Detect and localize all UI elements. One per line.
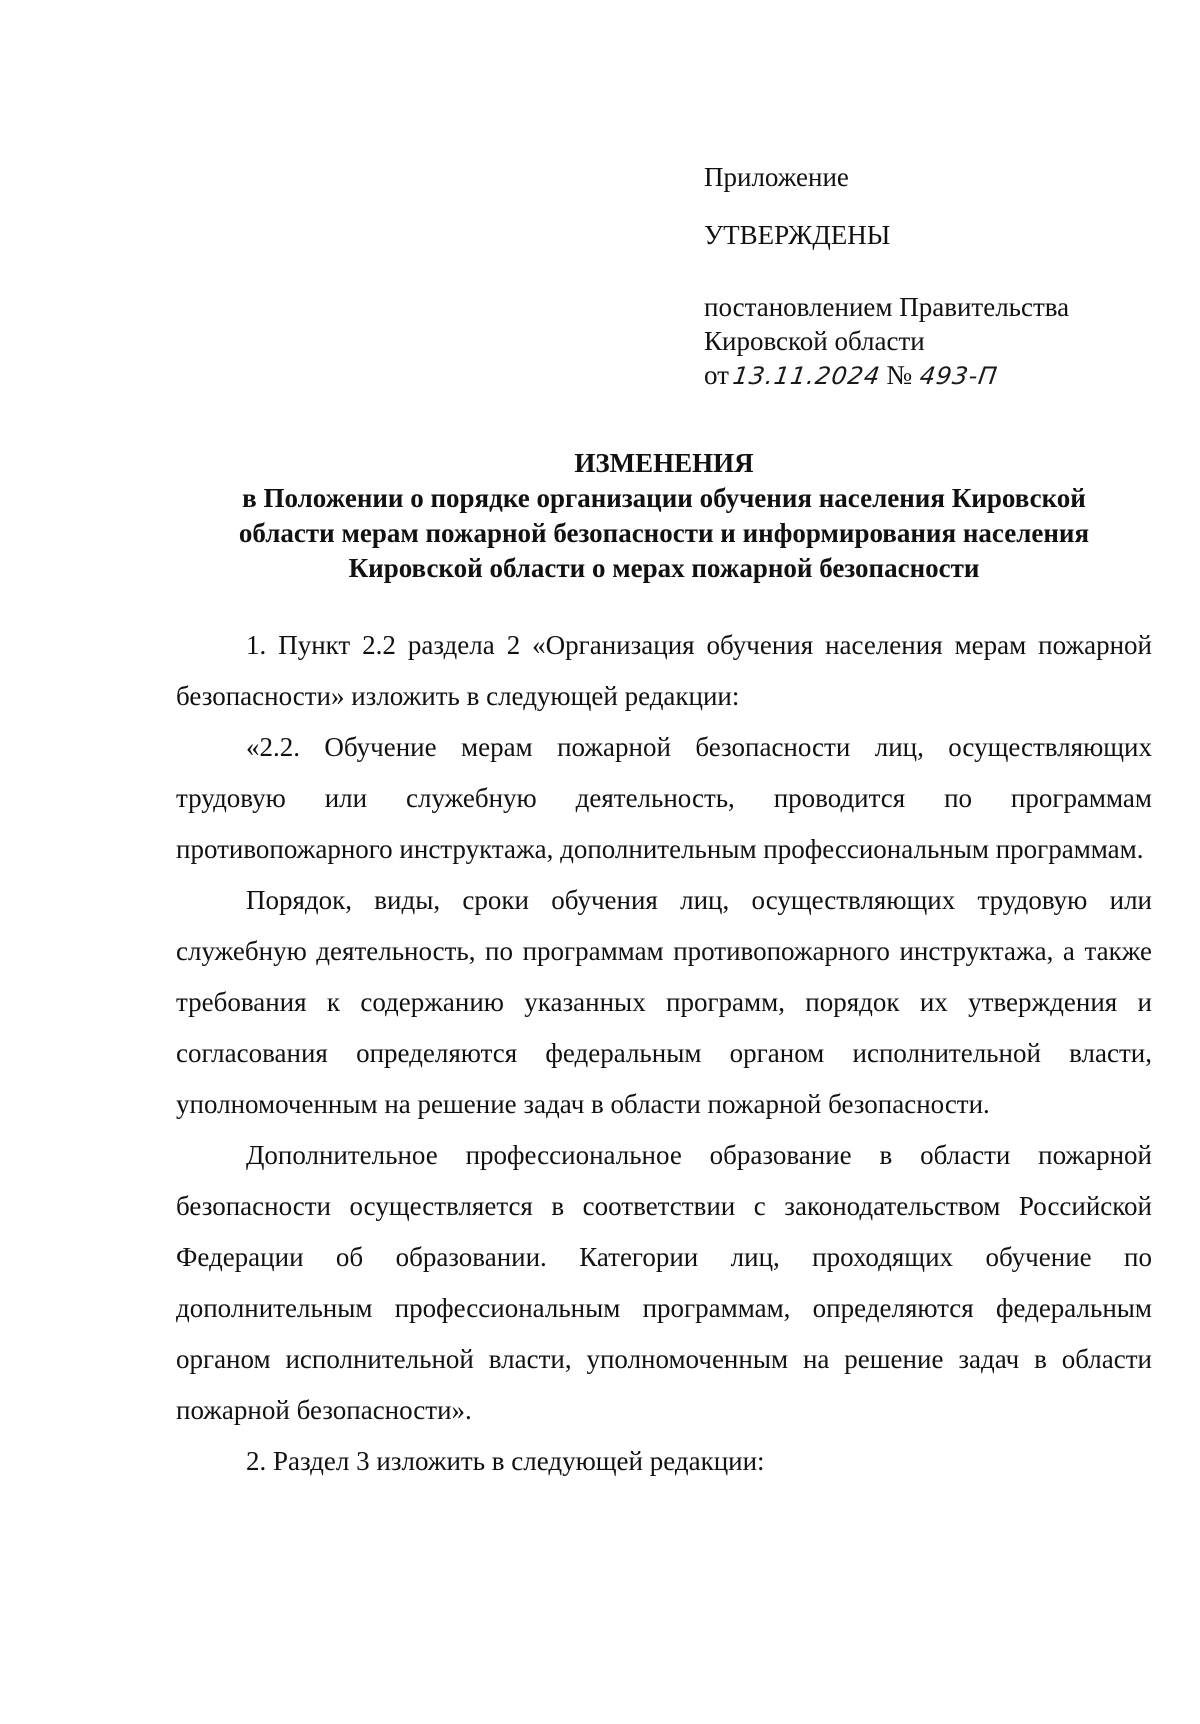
title-line-2: области мерам пожарной безопасности и информирования населения xyxy=(238,518,1090,548)
title-heading: ИЗМЕНЕНИЯ xyxy=(574,448,754,478)
document-title xyxy=(176,446,1152,586)
decree-date-number xyxy=(704,358,1134,393)
appendix-label: Приложение xyxy=(704,162,849,192)
approved-label: УТВЕРЖДЕНЫ xyxy=(704,220,891,250)
paragraph-5: 2. Раздел 3 изложить в следующей редакции: xyxy=(246,1446,765,1476)
handwritten-number: 493-П xyxy=(918,362,1000,390)
document-body xyxy=(176,620,1152,1487)
paragraph-4: Дополнительное профессиональное образование в области пожарной безопасности осуществляется в соответствии с законодательством Российской Федерации об образовании. Категории лиц, проходящих обучение по дополнительным профессиональным программам, определяются федеральным органом исполнительной власти, уполномоченным на решение задач в области пожарной безопасности». xyxy=(176,1140,1152,1425)
approval-block xyxy=(704,160,1134,393)
title-line-1: в Положении о порядке организации обучения населения Кировской xyxy=(242,483,1086,513)
paragraph-3: Порядок, виды, сроки обучения лиц, осуществляющих трудовую или служебную деятельность, по программам противопожарного инструктажа, а также требования к содержанию указанных программ, порядок их утверждения и согласования определяются федеральным органом исполнительной власти, уполномоченным на решение задач в области пожарной безопасности. xyxy=(176,885,1152,1119)
number-sign: № xyxy=(886,360,913,390)
paragraph-2: «2.2. Обучение мерам пожарной безопасности лиц, осуществляющих трудовую или служебную деятельность, проводится по программам противопожарного инструктажа, дополнительным профессиональным программам. xyxy=(176,732,1152,864)
title-line-3: Кировской области о мерах пожарной безопасности xyxy=(348,553,980,583)
decree-line-1: постановлением Правительства xyxy=(704,292,1070,322)
decree-line-2: Кировской области xyxy=(704,326,925,356)
paragraph-1: 1. Пункт 2.2 раздела 2 «Организация обучения населения мерам пожарной безопасности» изложить в следующей редакции: xyxy=(176,630,1152,711)
date-prefix: от xyxy=(704,360,729,390)
handwritten-date: 13.11.2024 xyxy=(730,362,883,390)
